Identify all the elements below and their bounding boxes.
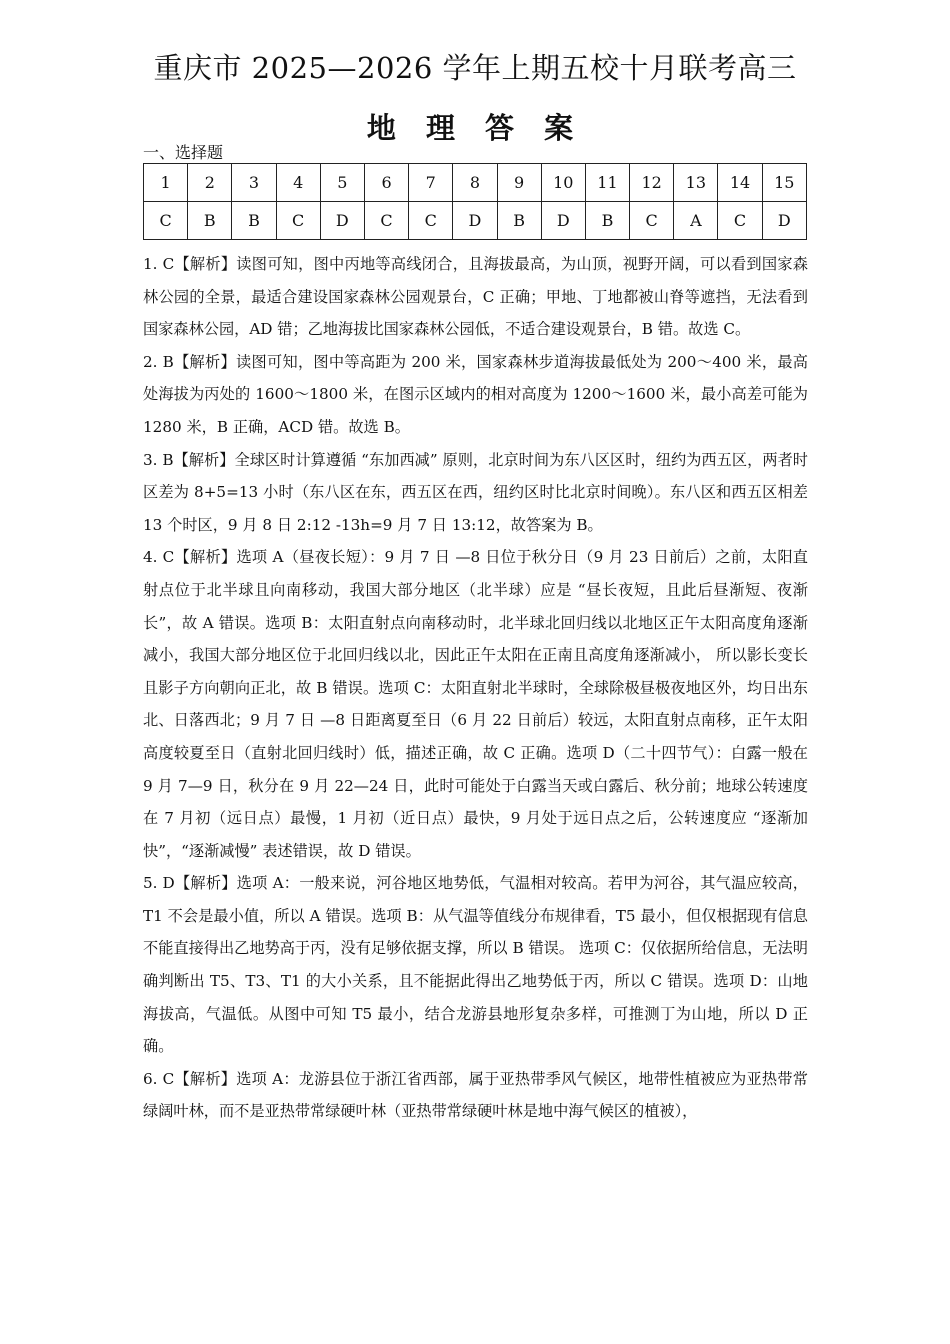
question-number-cell: 1 (144, 164, 188, 202)
answer-cell: C (409, 202, 453, 240)
page-subtitle: 地 理 答 案 (366, 111, 584, 145)
page-title: 重庆市 2025—2026 学年上期五校十月联考高三 (153, 51, 797, 85)
section-heading: 一、选择题 (143, 143, 224, 162)
question-number-cell: 13 (674, 164, 718, 202)
question-number-cell: 14 (718, 164, 762, 202)
answer-cell: C (718, 202, 762, 240)
explanation-q4: 4. C【解析】选项 A（昼夜长短）：9 月 7 日 —8 日位于秋分日（9 月 23 日前后）之前，太阳直射点位于北半球且向南移动，我国大部分地区（北半球）应是 “昼长夜短，且此后昼渐短、夜渐长”，故 A 错误。选项 B：太阳直射点向南移动时，北半球北回归线以北地区正午太阳高度角逐渐减小，我国大部分地区位于北回归线以北，因此正午太阳在正南且高度角逐渐减小， 所以影长变长且影子方向朝向正北，故 B 错误。选项 C：太阳直射北半球时，全球除极昼极夜地区外，均日出东北、日落西北；9 月 7 日 —8 日距离夏至日（6 月 22 日前后）较远，太阳直射点南移，正午太阳高度较夏至日（直射北回归线时）低，描述正确，故 C 正确。选项 D（二十四节气）：白露一般在 9 月 7—9 日，秋分在 9 月 22—24 日，此时可能处于白露当天或白露后、秋分前；地球公转速度在 7 月初（远日点）最慢，1 月初（近日点）最快，9 月处于远日点之后，公转速度应 “逐渐加快”，“逐渐减慢” 表述错误，故 D 错误。 (143, 548, 808, 860)
answer-cell: B (232, 202, 276, 240)
question-number-cell: 10 (541, 164, 585, 202)
explanations (143, 248, 808, 1128)
answer-cell: D (453, 202, 497, 240)
answer-cell: C (276, 202, 320, 240)
explanation-q6: 6. C【解析】选项 A：龙游县位于浙江省西部，属于亚热带季风气候区，地带性植被应为亚热带常绿阔叶林，而不是亚热带常绿硬叶林（亚热带常绿硬叶林是地中海气候区的植被）， (143, 1069, 808, 1121)
question-number-cell: 12 (630, 164, 674, 202)
answer-cell: C (144, 202, 188, 240)
answer-cell: D (762, 202, 806, 240)
answer-cell: D (320, 202, 364, 240)
explanation-q3: 3. B【解析】全球区时计算遵循 “东加西减” 原则，北京时间为东八区区时，纽约为西五区，两者时区差为 8+5=13 小时（东八区在东，西五区在西，纽约区时比北京时间晚）。东八区和西五区相差 13 个时区，9 月 8 日 2:12 -13h=9 月 7 日 13:12，故答案为 B。 (143, 450, 808, 534)
explanation-q2: 2. B【解析】读图可知，图中等高距为 200 米，国家森林步道海拔最低处为 200～400 米，最高处海拔为丙处的 1600～1800 米，在图示区域内的相对高度为 1200～1600 米，最小高差可能为 1280 米，B 正确，ACD 错。故选 B。 (143, 352, 808, 436)
question-number-cell: 7 (409, 164, 453, 202)
answer-cell: B (188, 202, 232, 240)
question-number-cell: 8 (453, 164, 497, 202)
answer-cell: A (674, 202, 718, 240)
answer-cell: C (630, 202, 674, 240)
question-number-cell: 15 (762, 164, 806, 202)
explanation-q1: 1. C【解析】读图可知，图中丙地等高线闭合，且海拔最高，为山顶，视野开阔，可以看到国家森林公园的全景，最适合建设国家森林公园观景台，C 正确；甲地、丁地都被山脊等遮挡，无法看到国家森林公园，AD 错；乙地海拔比国家森林公园低，不适合建设观景台，B 错。故选 C。 (143, 255, 808, 339)
answer-cell: B (585, 202, 629, 240)
question-number-cell: 5 (320, 164, 364, 202)
question-number-cell: 11 (585, 164, 629, 202)
question-number-row (144, 164, 807, 202)
answer-cell: D (541, 202, 585, 240)
question-number-cell: 4 (276, 164, 320, 202)
answer-table (143, 163, 807, 240)
answer-cell: B (497, 202, 541, 240)
question-number-cell: 3 (232, 164, 276, 202)
question-number-cell: 2 (188, 164, 232, 202)
answer-row (144, 202, 807, 240)
question-number-cell: 6 (364, 164, 408, 202)
answer-cell: C (364, 202, 408, 240)
explanation-q5: 5. D【解析】选项 A：一般来说，河谷地区地势低，气温相对较高。若甲为河谷，其气温应较高，T1 不会是最小值，所以 A 错误。选项 B：从气温等值线分布规律看，T5 最小，但仅根据现有信息不能直接得出乙地势高于丙，没有足够依据支撑，所以 B 错误。 选项 C：仅依据所给信息，无法明确判断出 T5、T3、T1 的大小关系，且不能据此得出乙地势低于丙，所以 C 错误。选项 D：山地海拔高，气温低。从图中可知 T5 最小，结合龙游县地形复杂多样，可推测丁为山地，所以 D 正确。 (143, 874, 808, 1056)
question-number-cell: 9 (497, 164, 541, 202)
